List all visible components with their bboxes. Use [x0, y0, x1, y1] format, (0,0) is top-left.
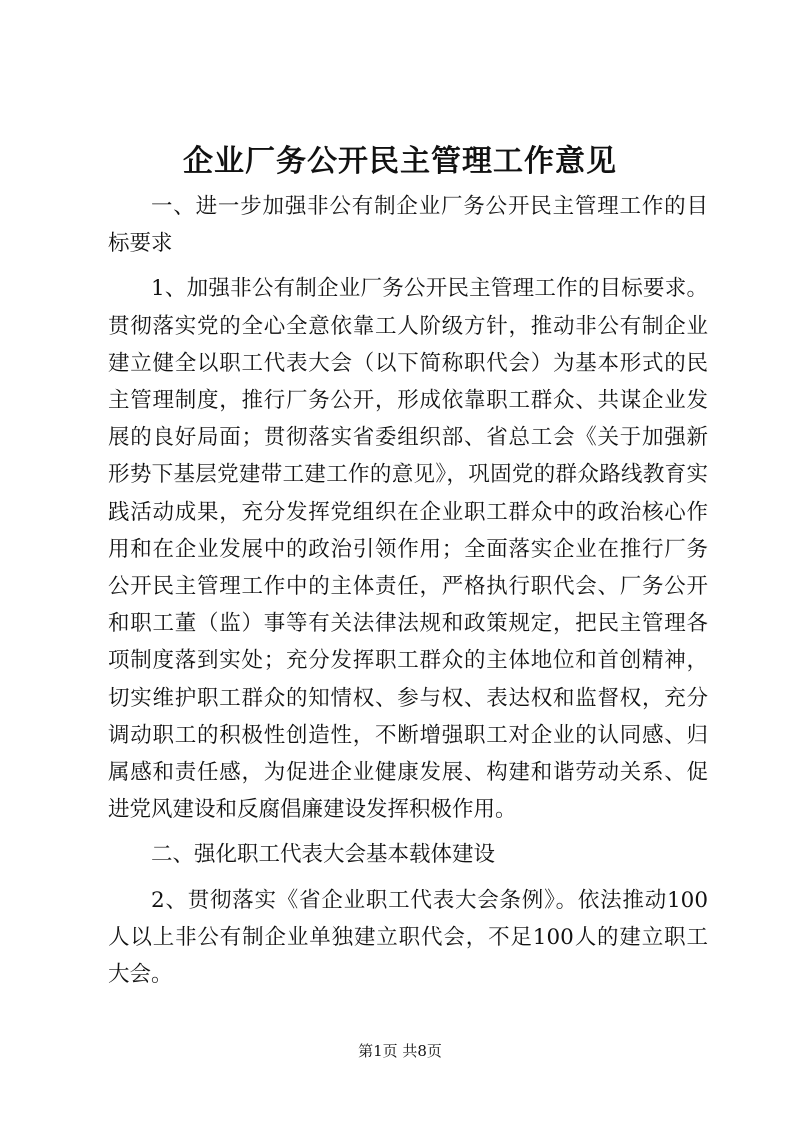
section-heading-2: 二、强化职工代表大会基本载体建设	[151, 842, 496, 868]
document-body	[108, 188, 708, 993]
section-heading-1: 一、进一步加强非公有制企业厂务公开民主管理工作的目标要求	[108, 194, 708, 257]
document-title: 企业厂务公开民主管理工作意见	[183, 144, 617, 179]
body-paragraph-1: 1、加强非公有制企业厂务公开民主管理工作的目标要求。贯彻落实党的全心全意依靠工人阶级方针，推动非公有制企业建立健全以职工代表大会（以下简称职代会）为基本形式的民主管理制度，推行厂务公开，形成依靠职工群众、共谋企业发展的良好局面；贯彻落实省委组织部、省总工会《关于加强新形势下基层党建带工建工作的意见》，巩固党的群众路线教育实践活动成果，充分发挥党组织在企业职工群众中的政治核心作用和在企业发展中的政治引领作用；全面落实企业在推行厂务公开民主管理工作中的主体责任，严格执行职代会、厂务公开和职工董（监）事等有关法律法规和政策规定，把民主管理各项制度落到实处；充分发挥职工群众的主体地位和首创精神，切实维护职工群众的知情权、参与权、表达权和监督权，充分调动职工的积极性创造性，不断增强职工对企业的认同感、归属感和责任感，为促进企业健康发展、构建和谐劳动关系、促进党风建设和反腐倡廉建设发挥积极作用。	[108, 276, 708, 823]
page-footer: 第1页 共8页	[358, 1042, 442, 1060]
body-paragraph-2: 2、贯彻落实《省企业职工代表大会条例》。依法推动100人以上非公有制企业单独建立职代会，不足100人的建立职工大会。	[108, 887, 708, 988]
